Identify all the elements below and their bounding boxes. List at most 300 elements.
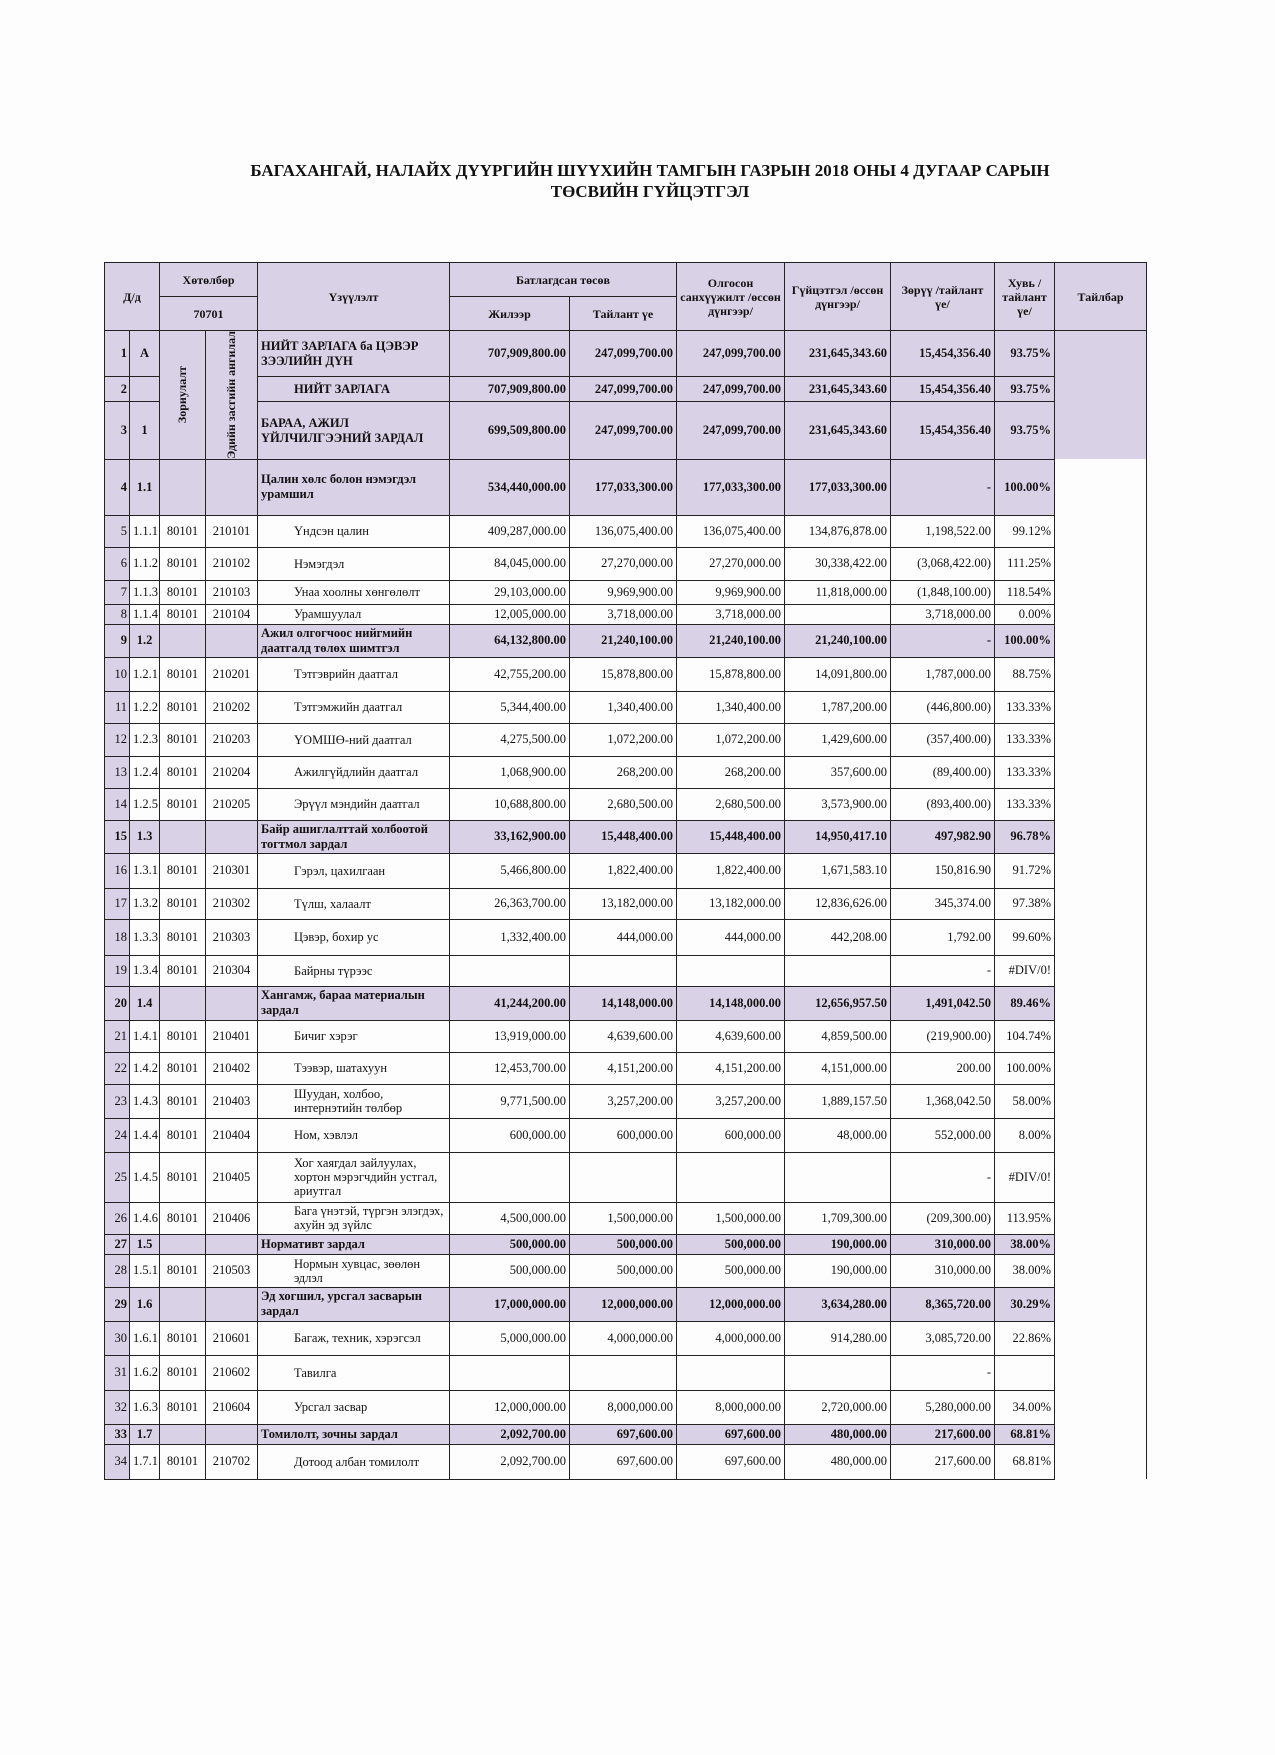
- row-name: НИЙТ ЗАРЛАГА: [258, 377, 450, 402]
- table-row: [105, 788, 1147, 820]
- row-annual: [450, 1355, 570, 1390]
- row-financed: 247,099,700.00: [677, 402, 785, 460]
- row-name: Томилолт, зочны зардал: [258, 1424, 450, 1444]
- row-period: 247,099,700.00: [570, 402, 677, 460]
- row-code: 1.1.3: [130, 580, 160, 604]
- row-name: Урамшуулал: [258, 604, 450, 624]
- row-financed: 15,448,400.00: [677, 820, 785, 853]
- row-direction: 80101: [160, 604, 206, 624]
- row-economic: 210104: [206, 604, 258, 624]
- row-percent: 38.00%: [995, 1254, 1055, 1287]
- row-period: 9,969,900.00: [570, 580, 677, 604]
- row-code: 1.3.1: [130, 853, 160, 888]
- row-name: Тээвэр, шатахуун: [258, 1052, 450, 1084]
- row-performance: 357,600.00: [785, 756, 891, 788]
- row-period: 697,600.00: [570, 1444, 677, 1479]
- row-diff: -: [891, 1355, 995, 1390]
- row-number: 27: [105, 1234, 130, 1254]
- row-performance: 30,338,422.00: [785, 547, 891, 580]
- row-code: 1.3: [130, 820, 160, 853]
- row-diff: 1,198,522.00: [891, 515, 995, 547]
- row-direction: 80101: [160, 515, 206, 547]
- row-name: Бичиг хэрэг: [258, 1020, 450, 1052]
- row-percent: 93.75%: [995, 377, 1055, 402]
- row-annual: 1,332,400.00: [450, 919, 570, 955]
- table-row: [105, 853, 1147, 888]
- row-annual: 84,045,000.00: [450, 547, 570, 580]
- row-code: 1.6: [130, 1287, 160, 1321]
- row-financed: 3,718,000.00: [677, 604, 785, 624]
- row-diff: 200.00: [891, 1052, 995, 1084]
- row-financed: 268,200.00: [677, 756, 785, 788]
- row-note: [1055, 986, 1147, 1234]
- row-diff: 552,000.00: [891, 1118, 995, 1152]
- row-code: 1.5: [130, 1234, 160, 1254]
- row-diff: 3,718,000.00: [891, 604, 995, 624]
- row-direction: 80101: [160, 919, 206, 955]
- row-financed: 1,340,400.00: [677, 691, 785, 723]
- row-economic: [206, 1234, 258, 1254]
- row-code: 1.2.2: [130, 691, 160, 723]
- row-annual: 409,287,000.00: [450, 515, 570, 547]
- row-name: Тэтгэмжийн даатгал: [258, 691, 450, 723]
- row-annual: 5,466,800.00: [450, 853, 570, 888]
- row-period: [570, 955, 677, 986]
- row-diff: 1,792.00: [891, 919, 995, 955]
- row-direction: 80101: [160, 955, 206, 986]
- row-direction: 80101: [160, 888, 206, 919]
- row-number: 10: [105, 657, 130, 691]
- row-performance: 2,720,000.00: [785, 1390, 891, 1424]
- row-code: 1.5.1: [130, 1254, 160, 1287]
- table-row: [105, 580, 1147, 604]
- row-code: 1.1: [130, 459, 160, 515]
- row-number: 2: [105, 377, 130, 402]
- row-financed: 500,000.00: [677, 1234, 785, 1254]
- row-percent: #DIV/0!: [995, 955, 1055, 986]
- row-number: 4: [105, 459, 130, 515]
- row-performance: [785, 1152, 891, 1202]
- row-direction: [160, 1424, 206, 1444]
- table-row: [105, 1118, 1147, 1152]
- row-diff: 1,491,042.50: [891, 986, 995, 1020]
- row-period: 500,000.00: [570, 1234, 677, 1254]
- row-number: 26: [105, 1202, 130, 1234]
- row-direction: [160, 459, 206, 515]
- table-row: [105, 1254, 1147, 1287]
- row-code: 1.2.5: [130, 788, 160, 820]
- row-annual: 4,275,500.00: [450, 723, 570, 756]
- row-number: 32: [105, 1390, 130, 1424]
- row-diff: -: [891, 1152, 995, 1202]
- row-economic: 210403: [206, 1084, 258, 1118]
- row-name: Дотоод албан томилолт: [258, 1444, 450, 1479]
- row-economic: 210102: [206, 547, 258, 580]
- row-economic: 210205: [206, 788, 258, 820]
- row-performance: 231,645,343.60: [785, 402, 891, 460]
- row-period: 13,182,000.00: [570, 888, 677, 919]
- row-period: 697,600.00: [570, 1424, 677, 1444]
- table-row: [105, 459, 1147, 515]
- row-diff: 345,374.00: [891, 888, 995, 919]
- row-name: Ажилгүйдлийн даатгал: [258, 756, 450, 788]
- row-period: 4,639,600.00: [570, 1020, 677, 1052]
- row-diff: 217,600.00: [891, 1424, 995, 1444]
- row-code: 1.3.4: [130, 955, 160, 986]
- row-financed: 9,969,900.00: [677, 580, 785, 604]
- row-economic: [206, 459, 258, 515]
- row-percent: 133.33%: [995, 788, 1055, 820]
- row-number: 6: [105, 547, 130, 580]
- row-period: 2,680,500.00: [570, 788, 677, 820]
- table-row: [105, 723, 1147, 756]
- row-diff: (219,900.00): [891, 1020, 995, 1052]
- header-indicator: Үзүүлэлт: [258, 263, 450, 331]
- row-financed: 13,182,000.00: [677, 888, 785, 919]
- row-percent: [995, 1355, 1055, 1390]
- row-percent: 91.72%: [995, 853, 1055, 888]
- vertical-label: Зориулалт: [175, 366, 190, 424]
- row-economic: [206, 1424, 258, 1444]
- row-name: Хангамж, бараа материалын зардал: [258, 986, 450, 1020]
- header-financed: Олгосон санхүүжилт /өссөн дүнгээр/: [677, 263, 785, 331]
- row-period: 600,000.00: [570, 1118, 677, 1152]
- row-name: Нормативт зардал: [258, 1234, 450, 1254]
- row-direction: [160, 1234, 206, 1254]
- row-period: 12,000,000.00: [570, 1287, 677, 1321]
- row-performance: 4,859,500.00: [785, 1020, 891, 1052]
- row-economic: 210401: [206, 1020, 258, 1052]
- row-note: [1055, 1287, 1147, 1444]
- row-annual: 707,909,800.00: [450, 377, 570, 402]
- table-row: [105, 604, 1147, 624]
- row-code: [130, 377, 160, 402]
- budget-table: [104, 262, 1147, 1480]
- row-number: 30: [105, 1321, 130, 1355]
- row-performance: 1,787,200.00: [785, 691, 891, 723]
- table-row: [105, 1052, 1147, 1084]
- row-direction: 80101: [160, 1020, 206, 1052]
- table-row: [105, 1321, 1147, 1355]
- table-row: [105, 624, 1147, 657]
- row-code: 1: [130, 402, 160, 460]
- row-economic: 210201: [206, 657, 258, 691]
- row-diff: 15,454,356.40: [891, 331, 995, 377]
- page-title: [150, 160, 1150, 202]
- row-code: 1.6.1: [130, 1321, 160, 1355]
- row-financed: 136,075,400.00: [677, 515, 785, 547]
- row-economic: 210602: [206, 1355, 258, 1390]
- table-row: [105, 1424, 1147, 1444]
- table-row: [105, 1444, 1147, 1479]
- row-period: 15,878,800.00: [570, 657, 677, 691]
- header-dd: Д/д: [105, 263, 160, 331]
- row-economic: 210402: [206, 1052, 258, 1084]
- row-annual: 42,755,200.00: [450, 657, 570, 691]
- row-direction: [160, 986, 206, 1020]
- budget-table-wrap: [104, 262, 1146, 1480]
- row-number: 9: [105, 624, 130, 657]
- row-percent: 34.00%: [995, 1390, 1055, 1424]
- row-period: 247,099,700.00: [570, 377, 677, 402]
- row-number: 5: [105, 515, 130, 547]
- row-performance: [785, 1355, 891, 1390]
- row-code: 1.2.4: [130, 756, 160, 788]
- row-performance: 134,876,878.00: [785, 515, 891, 547]
- row-financed: 12,000,000.00: [677, 1287, 785, 1321]
- row-period: 268,200.00: [570, 756, 677, 788]
- row-percent: 99.60%: [995, 919, 1055, 955]
- row-percent: 100.00%: [995, 1052, 1055, 1084]
- row-performance: 1,429,600.00: [785, 723, 891, 756]
- row-performance: 190,000.00: [785, 1254, 891, 1287]
- row-period: 177,033,300.00: [570, 459, 677, 515]
- row-performance: 3,634,280.00: [785, 1287, 891, 1321]
- row-economic: [206, 624, 258, 657]
- row-direction: 80101: [160, 1390, 206, 1424]
- row-performance: 12,836,626.00: [785, 888, 891, 919]
- row-annual: 600,000.00: [450, 1118, 570, 1152]
- row-performance: 442,208.00: [785, 919, 891, 955]
- table-body: [105, 331, 1147, 1480]
- row-economic: 210103: [206, 580, 258, 604]
- row-number: 33: [105, 1424, 130, 1444]
- row-direction: 80101: [160, 1202, 206, 1234]
- row-number: 23: [105, 1084, 130, 1118]
- row-percent: 93.75%: [995, 331, 1055, 377]
- table-row: [105, 955, 1147, 986]
- row-name: Эд хогшил, урсгал засварын зардал: [258, 1287, 450, 1321]
- row-economic: 210304: [206, 955, 258, 986]
- row-code: 1.4.6: [130, 1202, 160, 1234]
- row-note: [1055, 331, 1147, 460]
- row-diff: (3,068,422.00): [891, 547, 995, 580]
- row-direction: 80101: [160, 1084, 206, 1118]
- row-diff: (357,400.00): [891, 723, 995, 756]
- row-percent: 97.38%: [995, 888, 1055, 919]
- row-period: 4,000,000.00: [570, 1321, 677, 1355]
- row-percent: 100.00%: [995, 624, 1055, 657]
- row-annual: 2,092,700.00: [450, 1444, 570, 1479]
- row-economic: 210604: [206, 1390, 258, 1424]
- row-financed: [677, 1355, 785, 1390]
- row-name: Цалин хөлс болон нэмэгдэл урамшил: [258, 459, 450, 515]
- row-code: 1.1.1: [130, 515, 160, 547]
- table-row: [105, 919, 1147, 955]
- row-direction: 80101: [160, 1444, 206, 1479]
- row-diff: (89,400.00): [891, 756, 995, 788]
- row-financed: 4,639,600.00: [677, 1020, 785, 1052]
- row-code: 1.1.4: [130, 604, 160, 624]
- row-annual: 699,509,800.00: [450, 402, 570, 460]
- row-code: 1.6.2: [130, 1355, 160, 1390]
- table-row: [105, 756, 1147, 788]
- row-code: 1.6.3: [130, 1390, 160, 1424]
- table-row: [105, 1202, 1147, 1234]
- row-number: 25: [105, 1152, 130, 1202]
- row-direction: [160, 624, 206, 657]
- row-number: 11: [105, 691, 130, 723]
- row-performance: 231,645,343.60: [785, 377, 891, 402]
- row-economic: 210101: [206, 515, 258, 547]
- row-financed: 4,000,000.00: [677, 1321, 785, 1355]
- row-number: 34: [105, 1444, 130, 1479]
- header-performance: Гүйцэтгэл /өссөн дүнгээр/: [785, 263, 891, 331]
- row-number: 8: [105, 604, 130, 624]
- row-annual: 12,005,000.00: [450, 604, 570, 624]
- row-percent: 89.46%: [995, 986, 1055, 1020]
- row-code: 1.3.3: [130, 919, 160, 955]
- row-financed: 14,148,000.00: [677, 986, 785, 1020]
- table-row: [105, 1287, 1147, 1321]
- row-performance: 14,950,417.10: [785, 820, 891, 853]
- row-economic: 210202: [206, 691, 258, 723]
- row-number: 24: [105, 1118, 130, 1152]
- row-code: 1.4.2: [130, 1052, 160, 1084]
- row-annual: 534,440,000.00: [450, 459, 570, 515]
- row-performance: 480,000.00: [785, 1444, 891, 1479]
- row-note: [1055, 624, 1147, 820]
- row-performance: 14,091,800.00: [785, 657, 891, 691]
- row-financed: 177,033,300.00: [677, 459, 785, 515]
- row-name: Цэвэр, бохир ус: [258, 919, 450, 955]
- table-row: [105, 331, 1147, 377]
- row-name: Эрүүл мэндийн даатгал: [258, 788, 450, 820]
- row-economic: 210406: [206, 1202, 258, 1234]
- row-direction: 80101: [160, 756, 206, 788]
- row-direction: 80101: [160, 1321, 206, 1355]
- row-name: Ном, хэвлэл: [258, 1118, 450, 1152]
- row-diff: 310,000.00: [891, 1254, 995, 1287]
- row-performance: 190,000.00: [785, 1234, 891, 1254]
- row-percent: 0.00%: [995, 604, 1055, 624]
- row-annual: 29,103,000.00: [450, 580, 570, 604]
- row-financed: 444,000.00: [677, 919, 785, 955]
- row-period: 1,072,200.00: [570, 723, 677, 756]
- header-program-code: 70701: [160, 297, 258, 331]
- row-code: 1.3.2: [130, 888, 160, 919]
- row-percent: 133.33%: [995, 691, 1055, 723]
- row-annual: 33,162,900.00: [450, 820, 570, 853]
- row-performance: 4,151,000.00: [785, 1052, 891, 1084]
- row-performance: 1,889,157.50: [785, 1084, 891, 1118]
- row-direction: 80101: [160, 657, 206, 691]
- header-period: Тайлант үе: [570, 297, 677, 331]
- row-annual: 2,092,700.00: [450, 1424, 570, 1444]
- row-annual: 12,000,000.00: [450, 1390, 570, 1424]
- row-name: Тавилга: [258, 1355, 450, 1390]
- header-annual: Жилээр: [450, 297, 570, 331]
- row-name: Унаа хоолны хөнгөлөлт: [258, 580, 450, 604]
- row-code: 1.2.1: [130, 657, 160, 691]
- row-financed: 697,600.00: [677, 1444, 785, 1479]
- table-row: [105, 820, 1147, 853]
- row-name: БАРАА, АЖИЛ ҮЙЛЧИЛГЭЭНИЙ ЗАРДАЛ: [258, 402, 450, 460]
- table-row: [105, 1234, 1147, 1254]
- row-direction: 80101: [160, 1118, 206, 1152]
- row-diff: 15,454,356.40: [891, 402, 995, 460]
- row-diff: (209,300.00): [891, 1202, 995, 1234]
- row-performance: 231,645,343.60: [785, 331, 891, 377]
- row-diff: 217,600.00: [891, 1444, 995, 1479]
- row-annual: [450, 1152, 570, 1202]
- row-percent: 93.75%: [995, 402, 1055, 460]
- row-financed: 21,240,100.00: [677, 624, 785, 657]
- row-economic: [206, 820, 258, 853]
- row-number: 14: [105, 788, 130, 820]
- row-number: 15: [105, 820, 130, 853]
- row-percent: 133.33%: [995, 723, 1055, 756]
- row-diff: 310,000.00: [891, 1234, 995, 1254]
- header-percent: Хувь /тайлант үе/: [995, 263, 1055, 331]
- row-economic: 210404: [206, 1118, 258, 1152]
- row-number: 3: [105, 402, 130, 460]
- row-annual: 10,688,800.00: [450, 788, 570, 820]
- row-number: 28: [105, 1254, 130, 1287]
- row-percent: 111.25%: [995, 547, 1055, 580]
- row-annual: 13,919,000.00: [450, 1020, 570, 1052]
- row-performance: 3,573,900.00: [785, 788, 891, 820]
- row-performance: 21,240,100.00: [785, 624, 891, 657]
- row-diff: 15,454,356.40: [891, 377, 995, 402]
- row-direction: 80101: [160, 1355, 206, 1390]
- row-code: 1.4.4: [130, 1118, 160, 1152]
- row-period: 21,240,100.00: [570, 624, 677, 657]
- header-economic: [206, 331, 258, 460]
- row-annual: 1,068,900.00: [450, 756, 570, 788]
- row-name: Байрны түрээс: [258, 955, 450, 986]
- row-note: [1055, 820, 1147, 986]
- row-name: Хог хаягдал зайлуулах, хортон мэрэгчдийн устгал, ариутгал: [258, 1152, 450, 1202]
- row-financed: [677, 1152, 785, 1202]
- row-note: [1055, 459, 1147, 624]
- row-number: 21: [105, 1020, 130, 1052]
- row-name: Шуудан, холбоо, интернэтийн төлбөр: [258, 1084, 450, 1118]
- row-annual: [450, 955, 570, 986]
- row-number: 18: [105, 919, 130, 955]
- row-name: НИЙТ ЗАРЛАГА ба ЦЭВЭР ЗЭЭЛИЙН ДҮН: [258, 331, 450, 377]
- row-percent: 30.29%: [995, 1287, 1055, 1321]
- row-name: Ажил олгогчоос нийгмийн даатгалд төлөх шимтгэл: [258, 624, 450, 657]
- row-number: 12: [105, 723, 130, 756]
- row-diff: -: [891, 624, 995, 657]
- row-diff: (893,400.00): [891, 788, 995, 820]
- row-diff: -: [891, 955, 995, 986]
- row-financed: 697,600.00: [677, 1424, 785, 1444]
- row-financed: 8,000,000.00: [677, 1390, 785, 1424]
- row-diff: 1,368,042.50: [891, 1084, 995, 1118]
- row-diff: 8,365,720.00: [891, 1287, 995, 1321]
- row-period: 27,270,000.00: [570, 547, 677, 580]
- row-percent: 113.95%: [995, 1202, 1055, 1234]
- row-diff: (1,848,100.00): [891, 580, 995, 604]
- row-number: 19: [105, 955, 130, 986]
- row-performance: [785, 604, 891, 624]
- row-financed: 15,878,800.00: [677, 657, 785, 691]
- row-period: 8,000,000.00: [570, 1390, 677, 1424]
- row-economic: 210503: [206, 1254, 258, 1287]
- row-direction: 80101: [160, 1254, 206, 1287]
- row-diff: 150,816.90: [891, 853, 995, 888]
- row-code: 1.2: [130, 624, 160, 657]
- row-annual: 500,000.00: [450, 1234, 570, 1254]
- row-percent: 96.78%: [995, 820, 1055, 853]
- row-financed: 500,000.00: [677, 1254, 785, 1287]
- row-name: Түлш, халаалт: [258, 888, 450, 919]
- row-diff: 5,280,000.00: [891, 1390, 995, 1424]
- row-number: 13: [105, 756, 130, 788]
- row-performance: 12,656,957.50: [785, 986, 891, 1020]
